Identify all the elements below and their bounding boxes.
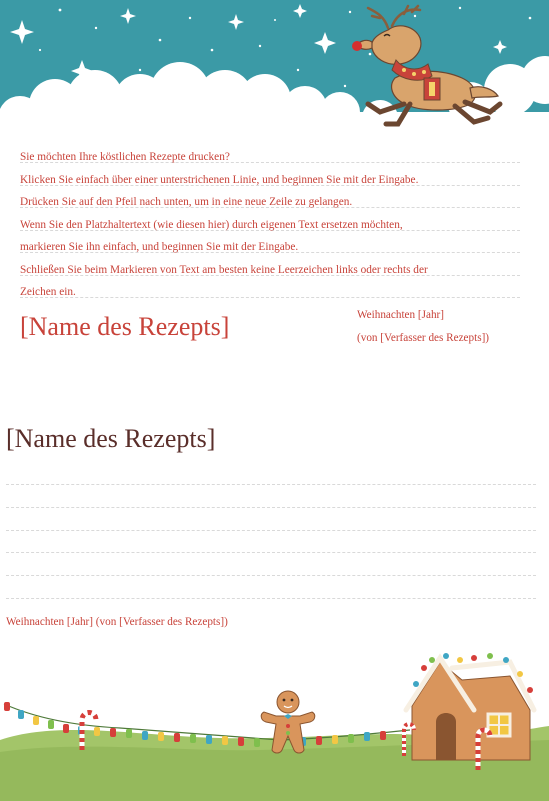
recipe-author-1[interactable]: (von [Verfasser des Rezepts])	[357, 332, 490, 344]
instruction-line-1[interactable]: Sie möchten Ihre köstlichen Rezepte drucken?	[20, 151, 230, 163]
gingerbread-house-illustration	[404, 653, 534, 770]
instruction-line-6[interactable]: Schließen Sie beim Markieren von Text am besten keine Leerzeichen links oder rechts der	[20, 264, 428, 276]
instruction-line-3[interactable]: Drücken Sie auf den Pfeil nach unten, um in eine neue Zeile zu gelangen.	[20, 196, 353, 208]
instruction-line-2[interactable]: Klicken Sie einfach über einer unterstrichenen Linie, und beginnen Sie mit der Eingabe.	[20, 174, 419, 186]
instruction-line-4[interactable]: Wenn Sie den Platzhaltertext (wie diesen hier) durch eigenen Text ersetzen möchten,	[20, 219, 403, 231]
instruction-line-7[interactable]: Zeichen ein.	[20, 286, 76, 298]
recipe-year-1[interactable]: Weihnachten [Jahr]	[357, 309, 445, 321]
recipe-title-1[interactable]: [Name des Rezepts]	[20, 312, 230, 341]
reindeer-nose	[352, 41, 362, 51]
recipe-meta-2[interactable]: Weihnachten [Jahr] (von [Verfasser des Rezepts])	[6, 616, 228, 628]
recipe-title-2[interactable]: [Name des Rezepts]	[6, 424, 216, 453]
header-illustration	[0, 0, 549, 145]
instruction-line-5[interactable]: markieren Sie ihn einfach, und beginnen Sie mit der Eingabe.	[20, 241, 299, 253]
footer-illustration	[0, 640, 549, 801]
